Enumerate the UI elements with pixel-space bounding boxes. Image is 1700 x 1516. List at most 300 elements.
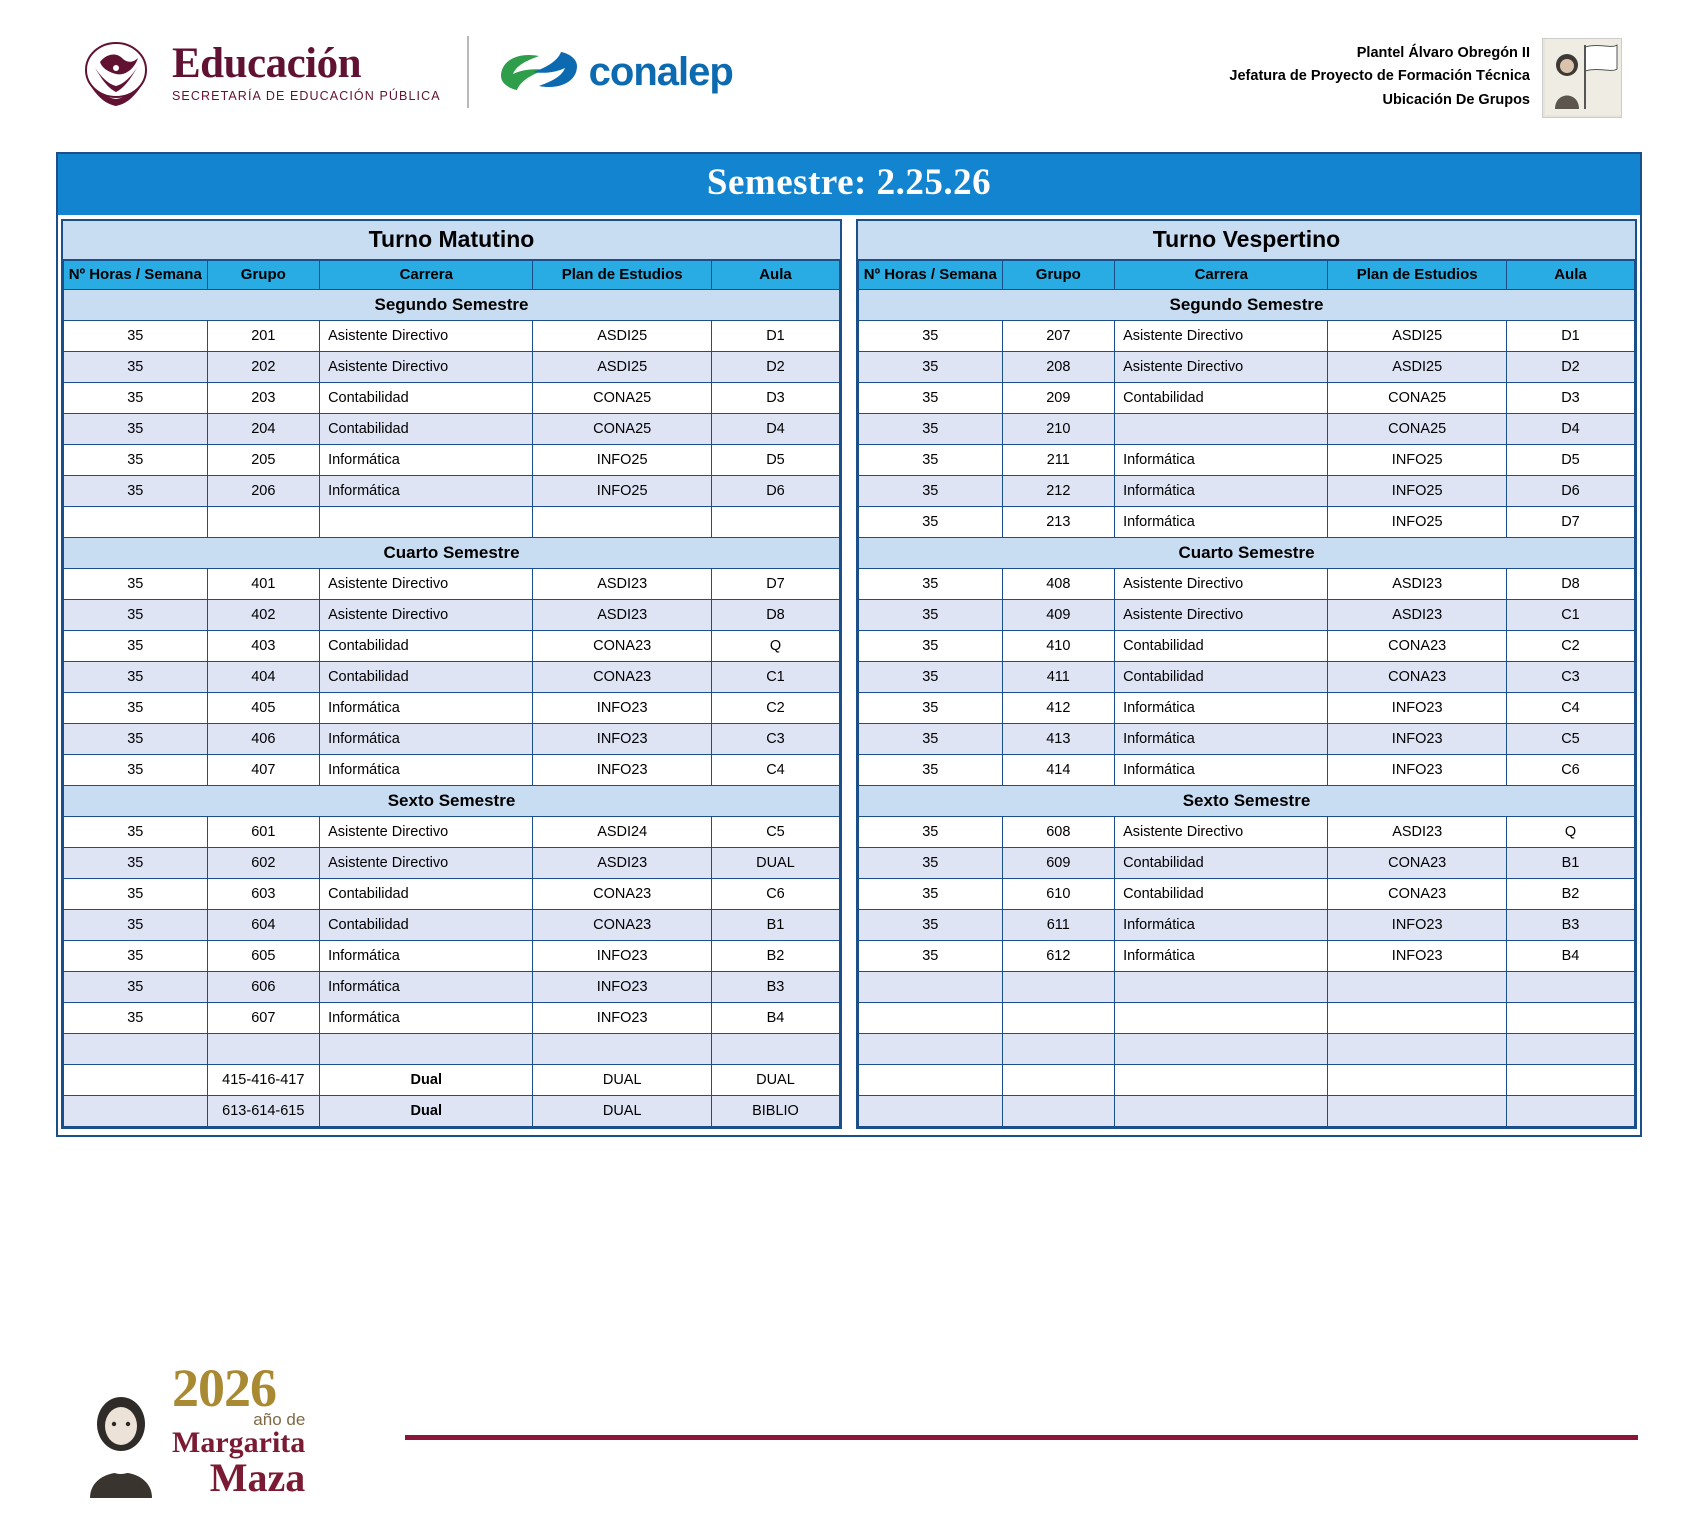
table-row (859, 569, 1635, 600)
cell-plan (1328, 1034, 1506, 1065)
cell-horas: 35 (64, 600, 208, 631)
cell-horas (859, 1003, 1003, 1034)
table-row (64, 414, 840, 445)
cell-grupo: 212 (1002, 476, 1115, 507)
cell-horas: 35 (64, 972, 208, 1003)
table-row (64, 507, 840, 538)
table-row (859, 910, 1635, 941)
cell-aula: B3 (711, 972, 839, 1003)
cell-horas: 35 (64, 352, 208, 383)
cell-aula: C2 (711, 693, 839, 724)
cell-horas: 35 (859, 755, 1003, 786)
turnos-container (58, 215, 1640, 1135)
cell-plan: ASDI25 (1328, 321, 1506, 352)
cell-plan: INFO23 (533, 972, 711, 1003)
schedule-frame (56, 152, 1642, 1137)
cell-carrera: Contabilidad (320, 910, 533, 941)
cell-aula: DUAL (711, 848, 839, 879)
cell-grupo: 601 (207, 817, 320, 848)
cell-horas: 35 (859, 414, 1003, 445)
cell-aula: BIBLIO (711, 1096, 839, 1127)
cell-plan: INFO25 (1328, 445, 1506, 476)
cell-horas: 35 (859, 848, 1003, 879)
cell-aula: C2 (1506, 631, 1634, 662)
cell-plan: ASDI25 (533, 352, 711, 383)
cell-aula (1506, 1065, 1634, 1096)
table-row (859, 600, 1635, 631)
cell-plan: ASDI23 (1328, 569, 1506, 600)
cell-grupo (1002, 1003, 1115, 1034)
cell-horas: 35 (64, 321, 208, 352)
cell-horas: 35 (64, 755, 208, 786)
turno-matutino-table (63, 260, 840, 1127)
cell-aula (711, 1034, 839, 1065)
cell-plan: INFO25 (1328, 507, 1506, 538)
cell-plan: INFO25 (1328, 476, 1506, 507)
table-row (859, 445, 1635, 476)
cell-plan: INFO23 (533, 755, 711, 786)
cell-plan: INFO23 (1328, 755, 1506, 786)
cell-carrera: Contabilidad (1115, 631, 1328, 662)
cell-carrera: Contabilidad (320, 662, 533, 693)
cell-grupo (1002, 1065, 1115, 1096)
cell-grupo: 611 (1002, 910, 1115, 941)
col-header-aula: Aula (711, 261, 839, 290)
cell-horas (64, 1096, 208, 1127)
cell-plan (1328, 1003, 1506, 1034)
table-row (64, 476, 840, 507)
table-row (64, 445, 840, 476)
cell-horas: 35 (64, 414, 208, 445)
cell-grupo: 406 (207, 724, 320, 755)
cell-aula: D7 (711, 569, 839, 600)
cell-grupo: 407 (207, 755, 320, 786)
col-header-plan: Plan de Estudios (1328, 261, 1506, 290)
table-row (64, 848, 840, 879)
table-row (859, 755, 1635, 786)
table-row (64, 631, 840, 662)
cell-aula: D3 (1506, 383, 1634, 414)
cell-carrera: Dual (320, 1096, 533, 1127)
cell-grupo: 204 (207, 414, 320, 445)
table-row (859, 1034, 1635, 1065)
cell-plan: INFO23 (1328, 693, 1506, 724)
cell-horas: 35 (64, 383, 208, 414)
cell-carrera: Informática (320, 972, 533, 1003)
cell-horas: 35 (859, 631, 1003, 662)
cell-plan (533, 507, 711, 538)
section-label-cuarto: Cuarto Semestre (859, 538, 1635, 569)
table-row (859, 476, 1635, 507)
ubicacion-line: Ubicación De Grupos (1382, 91, 1530, 108)
table-row (64, 941, 840, 972)
cell-carrera: Informática (1115, 941, 1328, 972)
cell-plan (1328, 972, 1506, 1003)
plantel-line: Plantel Álvaro Obregón II (1356, 45, 1530, 61)
cell-carrera: Informática (320, 445, 533, 476)
cell-horas: 35 (64, 724, 208, 755)
cell-plan: INFO23 (1328, 724, 1506, 755)
cell-aula: D2 (711, 352, 839, 383)
cell-aula: D1 (711, 321, 839, 352)
sep-title: Educación (172, 39, 362, 87)
margarita-maza-logo (78, 1358, 306, 1500)
cell-aula: C6 (711, 879, 839, 910)
cell-carrera: Asistente Directivo (320, 569, 533, 600)
cell-carrera: Asistente Directivo (1115, 600, 1328, 631)
cell-grupo: 413 (1002, 724, 1115, 755)
cell-plan: ASDI23 (1328, 600, 1506, 631)
col-header-horas: Nº Horas / Semana (64, 261, 208, 290)
cell-carrera: Informática (320, 941, 533, 972)
cell-aula (1506, 972, 1634, 1003)
cell-carrera: Contabilidad (320, 879, 533, 910)
table-row (859, 848, 1635, 879)
section-label-sexto: Sexto Semestre (859, 786, 1635, 817)
cell-plan: INFO23 (533, 693, 711, 724)
cell-carrera: Contabilidad (320, 414, 533, 445)
cell-plan: CONA23 (533, 631, 711, 662)
cell-plan: DUAL (533, 1096, 711, 1127)
cell-carrera: Asistente Directivo (320, 321, 533, 352)
table-row (64, 662, 840, 693)
col-header-carrera: Carrera (320, 261, 533, 290)
cell-plan: CONA23 (1328, 631, 1506, 662)
cell-grupo (1002, 1096, 1115, 1127)
cell-horas: 35 (859, 600, 1003, 631)
cell-horas (859, 972, 1003, 1003)
col-header-horas: Nº Horas / Semana (859, 261, 1003, 290)
cell-plan: CONA23 (533, 910, 711, 941)
table-row (64, 972, 840, 1003)
cell-aula: B2 (1506, 879, 1634, 910)
cell-carrera: Contabilidad (320, 383, 533, 414)
cell-plan: INFO23 (533, 724, 711, 755)
cell-grupo: 610 (1002, 879, 1115, 910)
cell-carrera: Contabilidad (1115, 383, 1328, 414)
cell-carrera (320, 507, 533, 538)
cell-horas: 35 (859, 507, 1003, 538)
cell-aula: D5 (1506, 445, 1634, 476)
cell-plan: ASDI23 (1328, 817, 1506, 848)
cell-aula: C4 (1506, 693, 1634, 724)
cell-aula: C3 (711, 724, 839, 755)
cell-carrera (1115, 1003, 1328, 1034)
conalep-mark-icon (495, 48, 583, 96)
cell-carrera: Dual (320, 1065, 533, 1096)
cell-grupo: 414 (1002, 755, 1115, 786)
table-row (64, 569, 840, 600)
cell-horas: 35 (859, 879, 1003, 910)
cell-carrera: Asistente Directivo (1115, 321, 1328, 352)
mexico-coat-of-arms-icon (70, 36, 162, 108)
cell-grupo: 205 (207, 445, 320, 476)
cell-aula: B4 (1506, 941, 1634, 972)
section-header-row (859, 786, 1635, 817)
cell-carrera: Informática (1115, 445, 1328, 476)
table-row (64, 1065, 840, 1096)
cell-aula: C4 (711, 755, 839, 786)
footer-anio-de: año de (253, 1410, 306, 1429)
turno-vespertino-table (858, 260, 1635, 1127)
cell-plan: INFO23 (533, 1003, 711, 1034)
cell-horas: 35 (859, 941, 1003, 972)
section-label-segundo: Segundo Semestre (859, 290, 1635, 321)
cell-grupo: 213 (1002, 507, 1115, 538)
cell-plan: DUAL (533, 1065, 711, 1096)
cell-plan (533, 1034, 711, 1065)
section-header-row (64, 786, 840, 817)
cell-plan: ASDI23 (533, 569, 711, 600)
cell-horas: 35 (859, 476, 1003, 507)
soldadera-illustration-icon (1545, 39, 1621, 115)
cell-grupo: 409 (1002, 600, 1115, 631)
cell-plan: ASDI24 (533, 817, 711, 848)
col-header-grupo: Grupo (207, 261, 320, 290)
cell-grupo: 606 (207, 972, 320, 1003)
table-row (859, 631, 1635, 662)
table-row (859, 972, 1635, 1003)
cell-carrera: Informática (1115, 507, 1328, 538)
cell-horas: 35 (64, 569, 208, 600)
cell-horas: 35 (64, 848, 208, 879)
section-header-row (859, 290, 1635, 321)
cell-horas: 35 (859, 352, 1003, 383)
cell-plan (1328, 1065, 1506, 1096)
section-label-cuarto: Cuarto Semestre (64, 538, 840, 569)
cell-horas: 35 (859, 910, 1003, 941)
cell-grupo: 602 (207, 848, 320, 879)
footer-year: 2026 (172, 1358, 276, 1418)
cell-carrera: Informática (1115, 724, 1328, 755)
cell-grupo: 412 (1002, 693, 1115, 724)
cell-horas: 35 (859, 569, 1003, 600)
cell-carrera: Contabilidad (1115, 662, 1328, 693)
cell-grupo: 403 (207, 631, 320, 662)
cell-aula: Q (1506, 817, 1634, 848)
cell-plan: INFO23 (1328, 910, 1506, 941)
cell-plan: CONA23 (1328, 848, 1506, 879)
table-header-row (859, 261, 1635, 290)
cell-plan: CONA25 (1328, 383, 1506, 414)
col-header-carrera: Carrera (1115, 261, 1328, 290)
cell-horas: 35 (64, 941, 208, 972)
cell-grupo: 605 (207, 941, 320, 972)
footer-divider (405, 1435, 1638, 1440)
cell-grupo: 206 (207, 476, 320, 507)
cell-horas: 35 (859, 321, 1003, 352)
cell-carrera (1115, 1034, 1328, 1065)
cell-aula: D4 (711, 414, 839, 445)
table-row (859, 1003, 1635, 1034)
cell-grupo: 203 (207, 383, 320, 414)
cell-grupo: 410 (1002, 631, 1115, 662)
cell-horas: 35 (64, 1003, 208, 1034)
conalep-wordmark: conalep (588, 49, 733, 94)
cell-horas: 35 (64, 879, 208, 910)
cell-plan (1328, 1096, 1506, 1127)
turno-vespertino-title: Turno Vespertino (858, 221, 1635, 260)
cell-aula: D6 (1506, 476, 1634, 507)
cell-plan: CONA23 (1328, 879, 1506, 910)
cell-aula: D6 (711, 476, 839, 507)
cell-plan: CONA23 (1328, 662, 1506, 693)
section-header-row (859, 538, 1635, 569)
cell-horas (64, 1034, 208, 1065)
cell-horas (64, 1065, 208, 1096)
cell-grupo: 402 (207, 600, 320, 631)
table-row (64, 352, 840, 383)
cell-grupo: 608 (1002, 817, 1115, 848)
cell-grupo (207, 1034, 320, 1065)
cell-carrera (1115, 972, 1328, 1003)
cell-horas: 35 (859, 817, 1003, 848)
cell-horas (859, 1096, 1003, 1127)
col-header-aula: Aula (1506, 261, 1634, 290)
table-row (64, 600, 840, 631)
cell-carrera: Contabilidad (1115, 848, 1328, 879)
table-row (64, 910, 840, 941)
cell-carrera: Asistente Directivo (1115, 817, 1328, 848)
cell-aula (1506, 1034, 1634, 1065)
cell-aula: B4 (711, 1003, 839, 1034)
table-row (859, 817, 1635, 848)
table-row (64, 755, 840, 786)
cell-carrera: Asistente Directivo (320, 352, 533, 383)
cell-carrera: Asistente Directivo (1115, 352, 1328, 383)
cell-plan: ASDI23 (533, 600, 711, 631)
table-row (64, 1096, 840, 1127)
cell-carrera: Informática (1115, 693, 1328, 724)
cell-horas: 35 (64, 476, 208, 507)
cell-carrera: Informática (1115, 910, 1328, 941)
table-row (859, 1096, 1635, 1127)
cell-aula: B3 (1506, 910, 1634, 941)
cell-horas (859, 1034, 1003, 1065)
cell-plan: INFO23 (533, 941, 711, 972)
table-row (859, 1065, 1635, 1096)
cell-grupo: 210 (1002, 414, 1115, 445)
cell-grupo: 408 (1002, 569, 1115, 600)
cell-grupo: 404 (207, 662, 320, 693)
turno-vespertino-panel (856, 219, 1637, 1129)
turno-matutino-panel (61, 219, 842, 1129)
cell-carrera: Contabilidad (320, 631, 533, 662)
cell-plan: ASDI23 (533, 848, 711, 879)
table-row (859, 724, 1635, 755)
cell-grupo (1002, 972, 1115, 1003)
cell-grupo: 415-416-417 (207, 1065, 320, 1096)
cell-carrera: Informática (320, 693, 533, 724)
cell-aula: D8 (711, 600, 839, 631)
header-right-block (1229, 38, 1622, 118)
cell-horas: 35 (64, 445, 208, 476)
cell-carrera (1115, 1065, 1328, 1096)
cell-aula: C6 (1506, 755, 1634, 786)
cell-carrera: Informática (320, 755, 533, 786)
section-header-row (64, 290, 840, 321)
turno-matutino-title: Turno Matutino (63, 221, 840, 260)
cell-carrera: Informática (320, 476, 533, 507)
cell-carrera: Asistente Directivo (320, 848, 533, 879)
cell-carrera: Informática (320, 724, 533, 755)
vespertino-body (859, 290, 1635, 1127)
page-header (0, 0, 1700, 135)
margarita-maza-portrait-icon (78, 1386, 164, 1498)
cell-plan: INFO23 (1328, 941, 1506, 972)
cell-carrera: Contabilidad (1115, 879, 1328, 910)
table-row (64, 724, 840, 755)
cell-aula: C1 (1506, 600, 1634, 631)
cell-aula (711, 507, 839, 538)
cell-plan: CONA25 (533, 383, 711, 414)
cell-horas: 35 (64, 817, 208, 848)
cell-grupo: 208 (1002, 352, 1115, 383)
table-row (64, 1003, 840, 1034)
table-row (859, 662, 1635, 693)
cell-plan: ASDI25 (1328, 352, 1506, 383)
cell-aula: B2 (711, 941, 839, 972)
table-header-row (64, 261, 840, 290)
cell-carrera: Asistente Directivo (320, 600, 533, 631)
cell-aula: C1 (711, 662, 839, 693)
cell-carrera: Informática (320, 1003, 533, 1034)
cell-aula: D5 (711, 445, 839, 476)
sep-logo (70, 36, 733, 108)
cell-plan: CONA23 (533, 662, 711, 693)
cell-aula: D7 (1506, 507, 1634, 538)
cell-aula: C5 (1506, 724, 1634, 755)
cell-grupo: 211 (1002, 445, 1115, 476)
cell-aula: D8 (1506, 569, 1634, 600)
cell-carrera (1115, 414, 1328, 445)
table-row (64, 693, 840, 724)
cell-grupo (207, 507, 320, 538)
table-row (859, 879, 1635, 910)
cell-grupo (1002, 1034, 1115, 1065)
section-label-sexto: Sexto Semestre (64, 786, 840, 817)
cell-grupo: 201 (207, 321, 320, 352)
cell-aula: B1 (1506, 848, 1634, 879)
cell-plan: CONA25 (1328, 414, 1506, 445)
cell-grupo: 603 (207, 879, 320, 910)
cell-plan: ASDI25 (533, 321, 711, 352)
cell-aula: DUAL (711, 1065, 839, 1096)
cell-carrera: Informática (1115, 476, 1328, 507)
cell-aula (1506, 1003, 1634, 1034)
cell-grupo: 411 (1002, 662, 1115, 693)
cell-horas: 35 (64, 910, 208, 941)
table-row (859, 693, 1635, 724)
cell-grupo: 604 (207, 910, 320, 941)
cell-carrera: Informática (1115, 755, 1328, 786)
cell-grupo: 607 (207, 1003, 320, 1034)
cell-grupo: 613-614-615 (207, 1096, 320, 1127)
cell-aula: C3 (1506, 662, 1634, 693)
page-footer (0, 1358, 1700, 1500)
cell-plan: INFO25 (533, 476, 711, 507)
table-row (64, 879, 840, 910)
cell-carrera: Asistente Directivo (1115, 569, 1328, 600)
table-row (859, 941, 1635, 972)
sep-subtitle: SECRETARÍA DE EDUCACIÓN PÚBLICA (172, 88, 441, 103)
cell-aula (1506, 1096, 1634, 1127)
cell-grupo: 609 (1002, 848, 1115, 879)
matutino-segundo-body (64, 290, 840, 1127)
col-header-plan: Plan de Estudios (533, 261, 711, 290)
cell-horas: 35 (859, 724, 1003, 755)
cell-horas: 35 (64, 631, 208, 662)
